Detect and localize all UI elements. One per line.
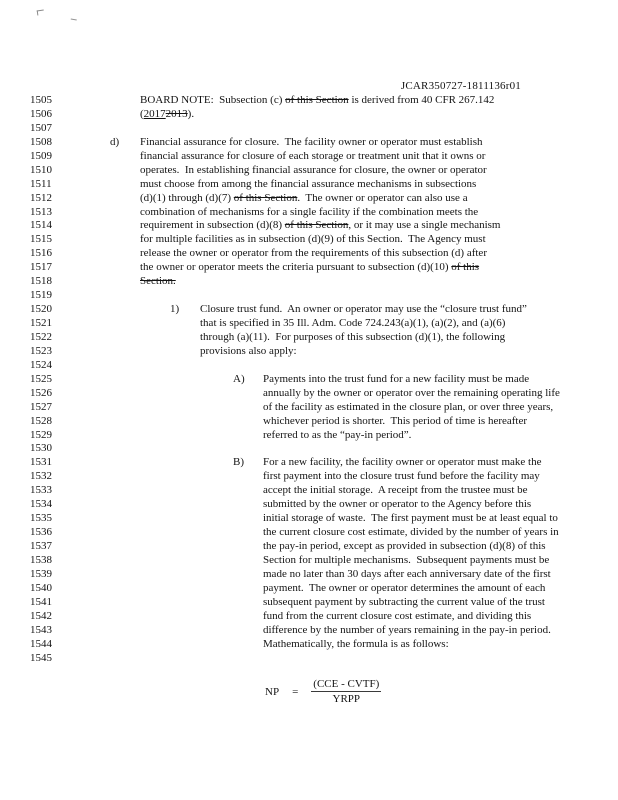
text-segment: the owner or operator meets the criteria pursuant to subsection (d)(10) [140, 261, 452, 274]
line-text [263, 540, 546, 554]
line-text [263, 498, 531, 512]
text-segment: subsequent payment by subtracting the current value of the trust [263, 595, 545, 608]
formula-numerator: (CCE - CVTF) [313, 678, 380, 690]
line-number: 1538 [30, 553, 52, 566]
text-segment: For a new facility, the facility owner or operator must make the [263, 456, 542, 469]
formula-denominator: YRPP [332, 693, 361, 705]
list-label: d) [110, 135, 120, 148]
line-number: 1525 [30, 372, 52, 385]
text-segment: BOARD NOTE: Subsection (c) [140, 94, 286, 106]
line-text [140, 233, 486, 247]
text-segment: must choose from among the financial assurance mechanisms in subsections [140, 177, 477, 190]
text-segment: that is specified in 35 Ill. Adm. Code 724.243(a)(1), (a)(2), and (a)(6) [200, 317, 506, 329]
document-line [0, 442, 618, 456]
text-segment: combination of mechanisms for a single facility if the combination meets the [140, 205, 479, 218]
line-number: 1505 [30, 94, 52, 106]
list-label: B) [233, 456, 244, 469]
line-number: 1521 [30, 317, 52, 329]
text-segment: provisions also apply: [200, 344, 297, 357]
line-text [140, 108, 194, 122]
text-segment: (d)(1) through (d)(7) [140, 191, 234, 204]
line-number: 1542 [30, 609, 52, 622]
document-line [0, 568, 618, 582]
document-line [0, 415, 618, 429]
line-number: 1508 [30, 135, 52, 148]
line-number: 1524 [30, 358, 52, 371]
document-line [0, 164, 618, 178]
line-number: 1512 [30, 191, 52, 204]
line-number: 1531 [30, 456, 52, 469]
line-number: 1537 [30, 540, 52, 552]
line-text [263, 401, 553, 415]
text-segment: whichever period is shorter. This period of time is hereafter [263, 414, 528, 427]
line-number: 1534 [30, 498, 52, 511]
line-number: 1536 [30, 526, 52, 539]
document-line [0, 401, 618, 415]
document-line [0, 150, 618, 164]
deleted-text: 2013 [165, 107, 188, 120]
document-line [0, 470, 618, 484]
line-number: 1528 [30, 414, 52, 427]
text-segment: Mathematically, the formula is as follows: [263, 637, 449, 650]
text-segment: release the owner or operator from the requirements of this subsection (d) after [140, 247, 487, 260]
line-number: 1511 [30, 177, 52, 190]
line-number: 1535 [30, 512, 52, 525]
line-text [140, 150, 485, 164]
document-line [0, 652, 618, 666]
line-text [140, 192, 468, 206]
deleted-text: of this [451, 261, 480, 274]
line-number: 1532 [30, 470, 52, 483]
line-text [263, 568, 551, 582]
document-line [0, 345, 618, 359]
deleted-text: of this Section [285, 94, 349, 106]
text-segment: is derived from 40 CFR 267.142 [348, 94, 495, 106]
line-text [263, 638, 449, 652]
line-text [140, 261, 479, 275]
text-segment: the current closure cost estimate, divided by the number of years in [263, 526, 559, 539]
line-text [140, 164, 487, 178]
formula [265, 677, 381, 706]
line-text [140, 275, 176, 289]
document-line [0, 429, 618, 443]
document-body [0, 94, 618, 665]
line-text [263, 456, 541, 470]
line-number: 1541 [30, 595, 52, 608]
text-segment: operates. In establishing financial assurance for closure, the owner or operator [140, 163, 487, 176]
document-line [0, 582, 618, 596]
line-number: 1533 [30, 484, 52, 497]
document-line [0, 331, 618, 345]
line-number: 1510 [30, 163, 52, 176]
list-label: 1) [170, 303, 180, 316]
line-text [140, 206, 478, 220]
line-number: 1516 [30, 247, 52, 260]
text-segment: Payments into the trust fund for a new facility must be made [263, 372, 530, 385]
deleted-text: of this Section [284, 219, 349, 232]
line-text [263, 373, 529, 387]
text-segment: . The owner or operator can also use a [297, 191, 468, 204]
line-number: 1523 [30, 344, 52, 357]
formula-fraction [311, 677, 381, 706]
document-line [0, 233, 618, 247]
document-line [0, 261, 618, 275]
document-line [0, 206, 618, 220]
document-id: JCAR350727-1811136r01 [400, 80, 521, 92]
document-line [0, 108, 618, 122]
line-text [263, 554, 549, 568]
document-line [0, 136, 618, 150]
line-text [140, 219, 501, 233]
text-segment: through (a)(11). For purposes of this subsection (d)(1), the following [200, 330, 506, 343]
formula-equals-sign: = [292, 685, 299, 698]
line-number: 1522 [30, 330, 52, 343]
document-line [0, 526, 618, 540]
text-segment: referred to as the “pay-in period”. [263, 428, 412, 441]
line-number: 1517 [30, 261, 52, 274]
document-line [0, 484, 618, 498]
line-number: 1527 [30, 400, 52, 413]
scan-artifact [37, 10, 45, 16]
document-line [0, 219, 618, 233]
line-text [200, 331, 505, 345]
line-number: 1540 [30, 581, 52, 594]
list-label: A) [233, 372, 245, 385]
text-segment: requirement in subsection (d)(8) [140, 219, 285, 232]
text-segment: , or it may use a single mechanism [348, 219, 501, 232]
text-segment: initial storage of waste. The first payment must be at least equal to [263, 512, 558, 525]
line-text [140, 247, 487, 261]
line-number: 1539 [30, 567, 52, 580]
line-text [200, 303, 527, 317]
text-segment: accept the initial storage. A receipt from the trustee must be [263, 484, 528, 497]
line-number: 1509 [30, 149, 52, 162]
text-segment: ). [187, 107, 195, 120]
text-segment: payment. The owner or operator determines the amount of each [263, 581, 546, 594]
line-text [263, 582, 545, 596]
line-text [140, 178, 476, 192]
text-segment: Section for multiple mechanisms. Subsequent payments must be [263, 553, 550, 566]
line-text [263, 610, 531, 624]
text-segment: first payment into the closure trust fund before the facility may [263, 470, 540, 483]
text-segment: financial assurance for closure of each storage or treatment unit that it owns or [140, 149, 486, 162]
line-number: 1518 [30, 275, 52, 288]
document-line [0, 289, 618, 303]
document-line [0, 596, 618, 610]
line-number: 1529 [30, 428, 52, 441]
line-text [263, 526, 559, 540]
document-line [0, 247, 618, 261]
document-line [0, 554, 618, 568]
formula-lhs: NP [265, 685, 280, 698]
document-line [0, 498, 618, 512]
line-number: 1515 [30, 233, 52, 246]
line-number: 1507 [30, 121, 52, 134]
line-number: 1519 [30, 289, 52, 302]
inserted-text: 2017 [143, 107, 166, 120]
line-text [263, 429, 411, 443]
document-line [0, 275, 618, 289]
line-number: 1545 [30, 651, 52, 664]
document-line [0, 303, 618, 317]
line-number: 1530 [30, 442, 52, 455]
line-text [263, 512, 558, 526]
line-text [263, 624, 551, 638]
document-line [0, 122, 618, 136]
text-segment: ( [140, 107, 144, 120]
text-segment: made no later than 30 days after each anniversary date of the first [263, 567, 551, 580]
text-segment: Closure trust fund. An owner or operator may use the “closure trust fund” [200, 303, 527, 316]
text-segment: of the facility as estimated in the closure plan, or over three years, [263, 400, 554, 413]
document-line [0, 359, 618, 373]
line-number: 1506 [30, 107, 52, 120]
line-number: 1543 [30, 623, 52, 636]
deleted-text: Section. [140, 275, 176, 288]
scan-artifact [71, 16, 78, 21]
text-segment: fund from the current closure cost estimate, and dividing this [263, 609, 532, 622]
document-line [0, 373, 618, 387]
document-line [0, 624, 618, 638]
line-text [263, 415, 527, 429]
document-line [0, 94, 618, 108]
line-text [140, 136, 483, 150]
line-text [263, 596, 545, 610]
text-segment: annually by the owner or operator over the remaining operating life [263, 386, 560, 399]
line-number: 1526 [30, 386, 52, 399]
line-number: 1513 [30, 205, 52, 218]
text-segment: the pay-in period, except as provided in subsection (d)(8) of this [263, 540, 546, 552]
line-number: 1544 [30, 637, 52, 650]
document-line [0, 192, 618, 206]
text-segment: Financial assurance for closure. The facility owner or operator must establish [140, 135, 483, 148]
document-line [0, 178, 618, 192]
line-text [140, 94, 494, 108]
document-line [0, 456, 618, 470]
document-line [0, 638, 618, 652]
line-text [263, 470, 540, 484]
text-segment: difference by the number of years remaining in the pay-in period. [263, 623, 551, 636]
document-line [0, 610, 618, 624]
line-text [200, 345, 297, 359]
document-line [0, 540, 618, 554]
deleted-text: of this Section [233, 191, 298, 204]
line-text [263, 387, 560, 401]
document-line [0, 512, 618, 526]
line-text [200, 317, 505, 331]
text-segment: submitted by the owner or operator to the Agency before this [263, 498, 532, 511]
line-number: 1514 [30, 219, 52, 232]
text-segment: for multiple facilities as in subsection (d)(9) of this Section. The Agency must [140, 233, 486, 246]
document-line [0, 387, 618, 401]
line-number: 1520 [30, 303, 52, 316]
line-text [263, 484, 528, 498]
document-line [0, 317, 618, 331]
